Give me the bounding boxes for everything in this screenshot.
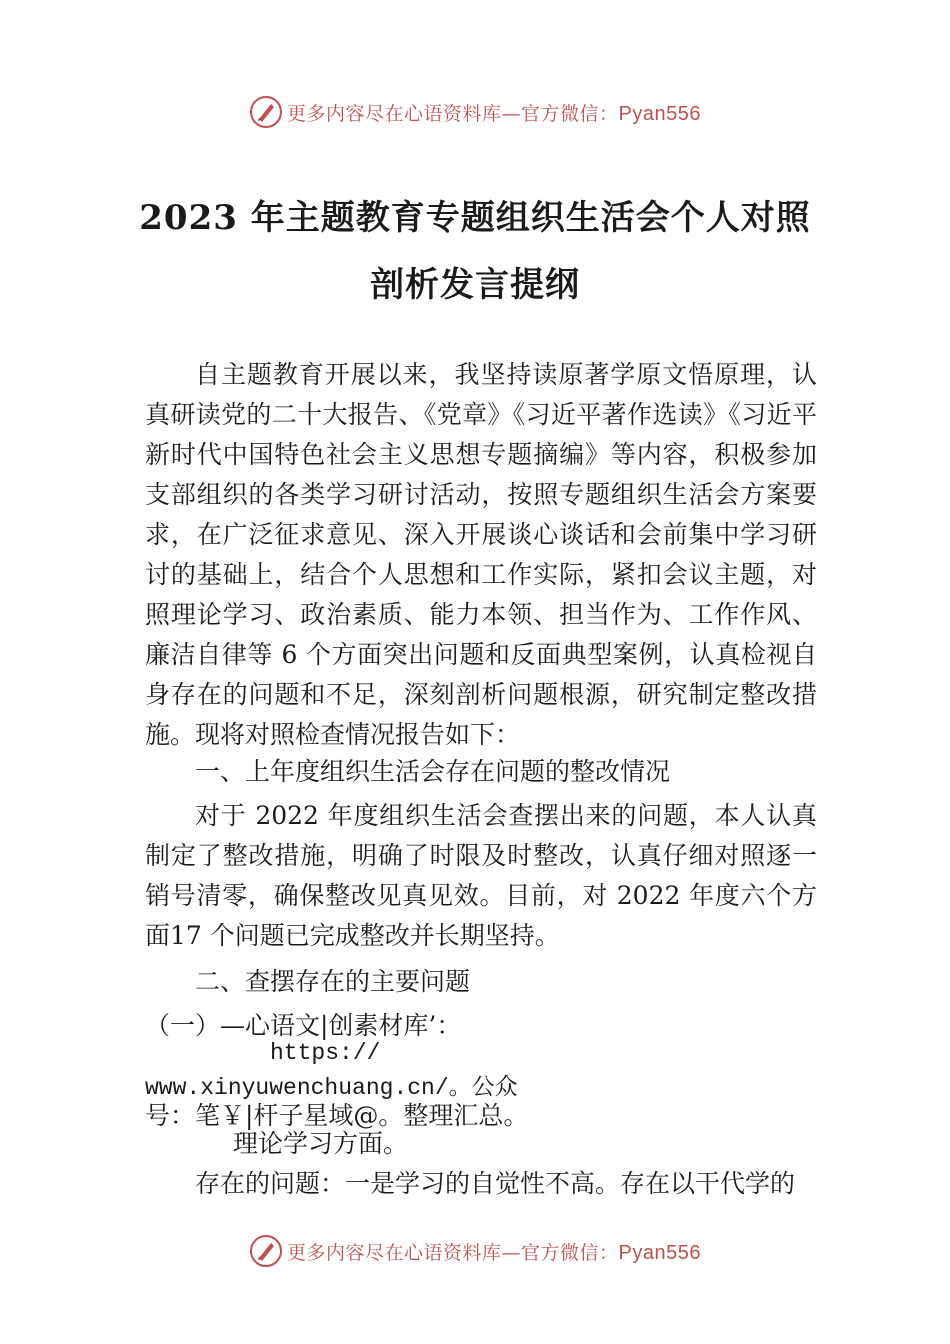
intro-paragraph: 自主题教育开展以来，我坚持读原著学原文悟原理，认真研读党的二十大报告、《党章》《习近平著作选读》《习近平新时代中国特色社会主义思想专题摘编》等内容，积极参加支部组织的各类学习研讨活动，按照专题组织生活会方案要求，在广泛征求意见、深入开展谈心谈话和会前集中学习研讨的基础上，结合个人思想和工作实际，紧扣会议主题，对照理论学习、政治素质、能力本领、担当作为、工作作风、 廉洁自律等 6 个方面突出问题和反面典型案例，认真检视自身存在的问题和不足，深刻剖析问题根源，研究制定整改措施。现将对照检查情况报告如下： [145,360,817,749]
watermark-text: 更多内容尽在心语资料库—官方微信：Pyan556 [287,1241,701,1264]
subsection-1-line1: （一）—心语文|创素材库’： [145,1011,462,1040]
subsection-1-url: www.xinyuwenchuang.cn/。公众 [145,1075,518,1101]
pen-logo-icon [249,1234,283,1268]
document-title-line2: 剖析发言提纲 [370,265,580,305]
document-title-line1: 2023 年主题教育专题组织生活会个人对照 [139,198,811,238]
footer-watermark [0,1234,950,1268]
section-heading-1: 一、上年度组织生活会存在问题的整改情况 [195,757,671,786]
subsection-1-account: 号：笔￥|杆子星域@。整理汇总。 [145,1101,529,1130]
problems-paragraph: 存在的问题：一是学习的自觉性不高。存在以干代学的 [195,1169,796,1198]
subsection-1-title: 理论学习方面。 [233,1129,409,1158]
pen-logo-icon [249,95,283,129]
watermark-text: 更多内容尽在心语资料库—官方微信：Pyan556 [287,102,701,125]
header-watermark [0,95,950,129]
rectification-paragraph: 对于 2022 年度组织生活会查摆出来的问题，本人认真制定了整改措施，明确了时限及时整改，认真仔细对照逐一销号清零，确保整改见真见效。目前，对 2022 年度六个方面17 个问题已完成整改并长期坚持。 [145,801,817,950]
subsection-1-url-start: https:// [270,1040,381,1066]
section-heading-2: 二、查摆存在的主要问题 [195,967,471,996]
